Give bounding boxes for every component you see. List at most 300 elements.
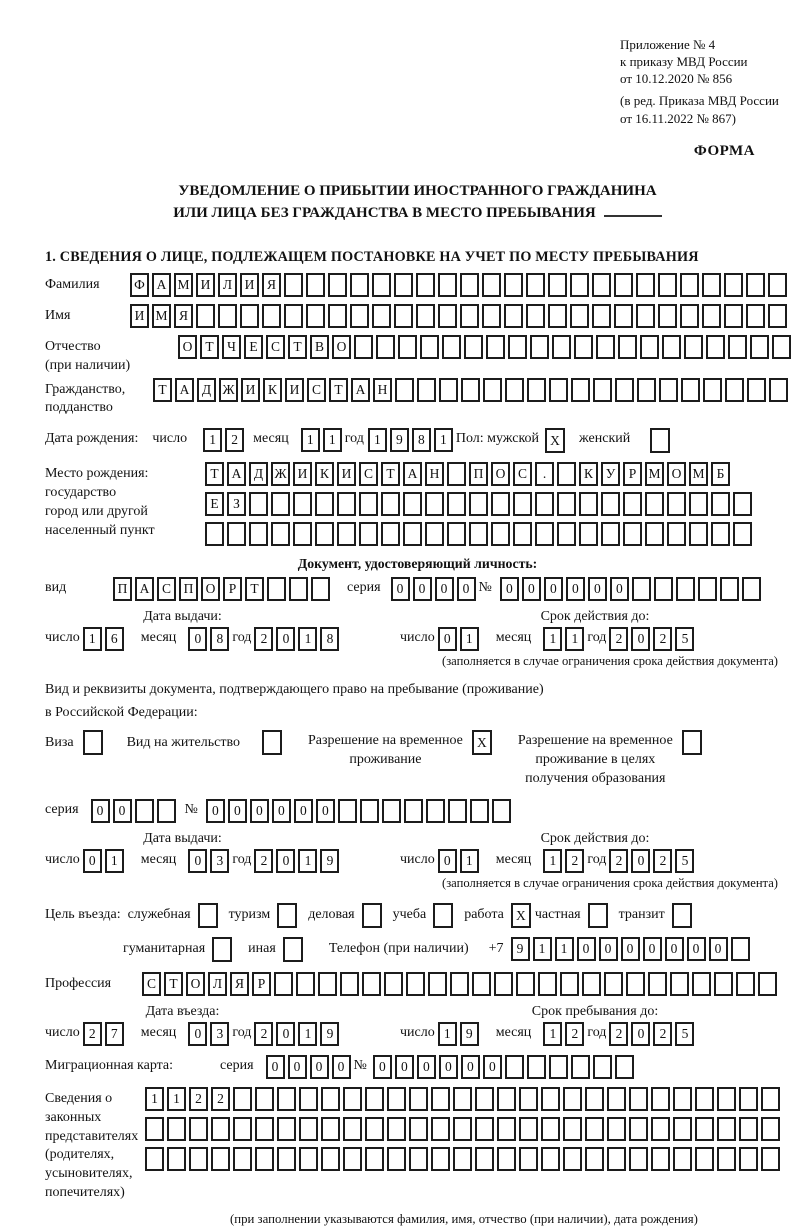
purpose-other-checkbox[interactable] (283, 937, 303, 962)
char-cell[interactable]: Ж (271, 462, 290, 486)
char-cell[interactable] (403, 492, 422, 516)
char-cell[interactable] (768, 304, 787, 328)
char-cell[interactable] (255, 1147, 274, 1171)
char-cell[interactable] (535, 522, 554, 546)
char-cell[interactable]: 9 (320, 849, 339, 873)
char-cell[interactable]: И (293, 462, 312, 486)
char-cell[interactable] (406, 972, 425, 996)
char-cell[interactable]: 9 (460, 1022, 479, 1046)
char-cell[interactable] (593, 1055, 612, 1079)
char-cell[interactable]: Т (164, 972, 183, 996)
char-cell[interactable] (570, 273, 589, 297)
char-cell[interactable] (680, 273, 699, 297)
char-cell[interactable]: 0 (610, 577, 629, 601)
char-cell[interactable] (240, 304, 259, 328)
char-cell[interactable] (549, 1055, 568, 1079)
char-cell[interactable]: Р (223, 577, 242, 601)
char-cell[interactable] (447, 522, 466, 546)
char-cell[interactable]: С (266, 335, 285, 359)
char-cell[interactable]: И (130, 304, 149, 328)
char-cell[interactable] (746, 273, 765, 297)
char-cell[interactable]: 9 (390, 428, 409, 452)
char-cell[interactable] (654, 577, 673, 601)
char-cell[interactable] (758, 972, 777, 996)
char-cell[interactable] (607, 1087, 626, 1111)
char-cell[interactable]: 3 (210, 849, 229, 873)
char-cell[interactable] (343, 1147, 362, 1171)
char-cell[interactable] (205, 522, 224, 546)
char-cell[interactable] (516, 972, 535, 996)
char-cell[interactable] (689, 522, 708, 546)
char-cell[interactable] (504, 304, 523, 328)
char-cell[interactable]: 2 (254, 849, 273, 873)
char-cell[interactable] (637, 378, 656, 402)
char-cell[interactable]: П (179, 577, 198, 601)
char-cell[interactable] (382, 799, 401, 823)
char-cell[interactable]: 8 (320, 627, 339, 651)
char-cell[interactable] (362, 972, 381, 996)
char-cell[interactable] (387, 1147, 406, 1171)
char-cell[interactable] (321, 1147, 340, 1171)
char-cell[interactable] (513, 492, 532, 516)
char-cell[interactable]: Б (711, 462, 730, 486)
purpose-transit-checkbox[interactable] (672, 903, 692, 928)
char-cell[interactable] (702, 304, 721, 328)
char-cell[interactable]: 0 (272, 799, 291, 823)
sex-male-checkbox[interactable]: X (545, 428, 565, 453)
char-cell[interactable]: 0 (544, 577, 563, 601)
char-cell[interactable] (681, 378, 700, 402)
char-cell[interactable] (601, 492, 620, 516)
char-cell[interactable] (365, 1087, 384, 1111)
char-cell[interactable] (431, 1147, 450, 1171)
char-cell[interactable]: 2 (565, 1022, 584, 1046)
char-cell[interactable] (651, 1087, 670, 1111)
char-cell[interactable] (736, 972, 755, 996)
char-cell[interactable] (460, 304, 479, 328)
char-cell[interactable] (271, 522, 290, 546)
char-cell[interactable]: 2 (254, 627, 273, 651)
char-cell[interactable] (497, 1117, 516, 1141)
char-cell[interactable] (703, 378, 722, 402)
char-cell[interactable]: В (310, 335, 329, 359)
char-cell[interactable] (535, 492, 554, 516)
char-cell[interactable]: А (175, 378, 194, 402)
char-cell[interactable]: М (174, 273, 193, 297)
char-cell[interactable] (607, 1117, 626, 1141)
char-cell[interactable] (563, 1147, 582, 1171)
char-cell[interactable] (601, 522, 620, 546)
char-cell[interactable] (293, 492, 312, 516)
char-cell[interactable] (145, 1147, 164, 1171)
char-cell[interactable]: 0 (566, 577, 585, 601)
char-cell[interactable] (271, 492, 290, 516)
char-cell[interactable] (645, 522, 664, 546)
char-cell[interactable] (684, 335, 703, 359)
char-cell[interactable]: . (535, 462, 554, 486)
char-cell[interactable]: 2 (225, 428, 244, 452)
char-cell[interactable]: 0 (266, 1055, 285, 1079)
char-cell[interactable] (277, 1147, 296, 1171)
char-cell[interactable] (527, 1055, 546, 1079)
char-cell[interactable] (461, 378, 480, 402)
char-cell[interactable] (592, 273, 611, 297)
char-cell[interactable] (447, 462, 466, 486)
char-cell[interactable]: 5 (675, 627, 694, 651)
char-cell[interactable] (530, 335, 549, 359)
char-cell[interactable]: 0 (621, 937, 640, 961)
char-cell[interactable]: 1 (323, 428, 342, 452)
char-cell[interactable] (447, 492, 466, 516)
char-cell[interactable]: 1 (145, 1087, 164, 1111)
char-cell[interactable] (626, 972, 645, 996)
char-cell[interactable]: К (315, 462, 334, 486)
char-cell[interactable] (618, 335, 637, 359)
char-cell[interactable]: 0 (188, 627, 207, 651)
char-cell[interactable]: 2 (653, 1022, 672, 1046)
char-cell[interactable]: 5 (675, 849, 694, 873)
char-cell[interactable] (409, 1117, 428, 1141)
purpose-business-checkbox[interactable] (362, 903, 382, 928)
char-cell[interactable]: 2 (254, 1022, 273, 1046)
char-cell[interactable] (425, 492, 444, 516)
char-cell[interactable]: 2 (653, 849, 672, 873)
char-cell[interactable]: 1 (460, 849, 479, 873)
char-cell[interactable] (497, 1147, 516, 1171)
char-cell[interactable]: 1 (460, 627, 479, 651)
char-cell[interactable]: 1 (533, 937, 552, 961)
char-cell[interactable] (381, 522, 400, 546)
char-cell[interactable] (469, 492, 488, 516)
char-cell[interactable] (725, 378, 744, 402)
char-cell[interactable] (604, 972, 623, 996)
char-cell[interactable]: 1 (368, 428, 387, 452)
char-cell[interactable]: 0 (522, 577, 541, 601)
char-cell[interactable]: Т (153, 378, 172, 402)
char-cell[interactable]: И (241, 378, 260, 402)
char-cell[interactable]: 0 (391, 577, 410, 601)
char-cell[interactable]: 0 (687, 937, 706, 961)
char-cell[interactable] (702, 273, 721, 297)
char-cell[interactable]: 2 (653, 627, 672, 651)
char-cell[interactable] (695, 1117, 714, 1141)
char-cell[interactable] (211, 1117, 230, 1141)
char-cell[interactable] (548, 304, 567, 328)
char-cell[interactable]: Я (174, 304, 193, 328)
char-cell[interactable] (574, 335, 593, 359)
char-cell[interactable] (667, 492, 686, 516)
char-cell[interactable]: П (113, 577, 132, 601)
char-cell[interactable]: К (579, 462, 598, 486)
char-cell[interactable]: 0 (435, 577, 454, 601)
char-cell[interactable]: 5 (675, 1022, 694, 1046)
char-cell[interactable] (189, 1147, 208, 1171)
char-cell[interactable] (724, 273, 743, 297)
char-cell[interactable]: 0 (457, 577, 476, 601)
char-cell[interactable] (293, 522, 312, 546)
char-cell[interactable]: З (227, 492, 246, 516)
char-cell[interactable] (321, 1117, 340, 1141)
char-cell[interactable] (453, 1117, 472, 1141)
char-cell[interactable] (403, 522, 422, 546)
char-cell[interactable] (689, 492, 708, 516)
char-cell[interactable]: И (240, 273, 259, 297)
char-cell[interactable] (676, 577, 695, 601)
char-cell[interactable] (439, 378, 458, 402)
char-cell[interactable]: 7 (105, 1022, 124, 1046)
char-cell[interactable]: П (469, 462, 488, 486)
char-cell[interactable]: И (337, 462, 356, 486)
char-cell[interactable] (504, 273, 523, 297)
char-cell[interactable]: 1 (565, 627, 584, 651)
char-cell[interactable] (505, 1055, 524, 1079)
char-cell[interactable] (233, 1147, 252, 1171)
char-cell[interactable] (227, 522, 246, 546)
purpose-humanitarian-checkbox[interactable] (212, 937, 232, 962)
purpose-official-checkbox[interactable] (198, 903, 218, 928)
char-cell[interactable] (417, 378, 436, 402)
char-cell[interactable] (438, 304, 457, 328)
char-cell[interactable] (416, 304, 435, 328)
char-cell[interactable]: А (135, 577, 154, 601)
purpose-private-checkbox[interactable] (588, 903, 608, 928)
char-cell[interactable] (249, 522, 268, 546)
char-cell[interactable] (548, 273, 567, 297)
char-cell[interactable]: 0 (438, 627, 457, 651)
char-cell[interactable] (648, 972, 667, 996)
char-cell[interactable] (585, 1117, 604, 1141)
char-cell[interactable]: 1 (301, 428, 320, 452)
char-cell[interactable] (157, 799, 176, 823)
char-cell[interactable] (189, 1117, 208, 1141)
char-cell[interactable] (658, 273, 677, 297)
char-cell[interactable] (527, 378, 546, 402)
char-cell[interactable]: 1 (83, 627, 102, 651)
char-cell[interactable] (552, 335, 571, 359)
char-cell[interactable] (659, 378, 678, 402)
char-cell[interactable] (607, 1147, 626, 1171)
char-cell[interactable] (483, 378, 502, 402)
char-cell[interactable] (658, 304, 677, 328)
char-cell[interactable] (557, 492, 576, 516)
char-cell[interactable] (582, 972, 601, 996)
char-cell[interactable]: Т (381, 462, 400, 486)
char-cell[interactable] (296, 972, 315, 996)
char-cell[interactable] (384, 972, 403, 996)
char-cell[interactable] (343, 1087, 362, 1111)
char-cell[interactable] (662, 335, 681, 359)
char-cell[interactable] (629, 1147, 648, 1171)
char-cell[interactable] (387, 1117, 406, 1141)
char-cell[interactable]: 8 (412, 428, 431, 452)
char-cell[interactable] (442, 335, 461, 359)
char-cell[interactable] (318, 972, 337, 996)
char-cell[interactable]: Т (205, 462, 224, 486)
char-cell[interactable] (632, 577, 651, 601)
char-cell[interactable]: К (263, 378, 282, 402)
char-cell[interactable]: 0 (709, 937, 728, 961)
char-cell[interactable]: 0 (631, 627, 650, 651)
char-cell[interactable]: 0 (310, 1055, 329, 1079)
char-cell[interactable] (769, 378, 788, 402)
char-cell[interactable]: О (186, 972, 205, 996)
char-cell[interactable]: Р (252, 972, 271, 996)
char-cell[interactable]: Т (329, 378, 348, 402)
char-cell[interactable]: 0 (294, 799, 313, 823)
char-cell[interactable] (328, 273, 347, 297)
char-cell[interactable]: И (285, 378, 304, 402)
char-cell[interactable]: О (332, 335, 351, 359)
char-cell[interactable] (262, 304, 281, 328)
char-cell[interactable]: Д (249, 462, 268, 486)
char-cell[interactable] (267, 577, 286, 601)
char-cell[interactable] (673, 1117, 692, 1141)
char-cell[interactable]: 0 (643, 937, 662, 961)
char-cell[interactable] (695, 1147, 714, 1171)
char-cell[interactable] (636, 273, 655, 297)
char-cell[interactable]: 9 (511, 937, 530, 961)
char-cell[interactable] (680, 304, 699, 328)
char-cell[interactable] (350, 273, 369, 297)
char-cell[interactable] (453, 1087, 472, 1111)
char-cell[interactable]: 3 (210, 1022, 229, 1046)
char-cell[interactable] (629, 1117, 648, 1141)
char-cell[interactable] (720, 577, 739, 601)
char-cell[interactable]: О (201, 577, 220, 601)
char-cell[interactable]: 6 (105, 627, 124, 651)
char-cell[interactable] (579, 492, 598, 516)
char-cell[interactable]: 9 (320, 1022, 339, 1046)
char-cell[interactable] (365, 1117, 384, 1141)
char-cell[interactable] (742, 577, 761, 601)
char-cell[interactable] (409, 1087, 428, 1111)
char-cell[interactable] (482, 273, 501, 297)
char-cell[interactable]: 0 (631, 1022, 650, 1046)
char-cell[interactable] (557, 522, 576, 546)
char-cell[interactable] (321, 1087, 340, 1111)
char-cell[interactable] (541, 1147, 560, 1171)
char-cell[interactable]: 0 (276, 627, 295, 651)
char-cell[interactable] (469, 522, 488, 546)
char-cell[interactable] (579, 522, 598, 546)
char-cell[interactable]: 1 (434, 428, 453, 452)
char-cell[interactable] (249, 492, 268, 516)
temp-residence-education-checkbox[interactable] (682, 730, 702, 755)
char-cell[interactable]: 0 (417, 1055, 436, 1079)
char-cell[interactable]: 0 (483, 1055, 502, 1079)
char-cell[interactable] (695, 1087, 714, 1111)
temp-residence-checkbox[interactable]: X (472, 730, 492, 755)
char-cell[interactable] (739, 1117, 758, 1141)
char-cell[interactable]: 2 (211, 1087, 230, 1111)
char-cell[interactable]: С (307, 378, 326, 402)
char-cell[interactable] (526, 273, 545, 297)
char-cell[interactable]: 0 (316, 799, 335, 823)
char-cell[interactable] (739, 1147, 758, 1171)
char-cell[interactable] (196, 304, 215, 328)
char-cell[interactable] (491, 492, 510, 516)
char-cell[interactable] (692, 972, 711, 996)
char-cell[interactable] (486, 335, 505, 359)
char-cell[interactable]: А (403, 462, 422, 486)
char-cell[interactable] (428, 972, 447, 996)
char-cell[interactable] (636, 304, 655, 328)
char-cell[interactable]: Н (425, 462, 444, 486)
char-cell[interactable]: 8 (210, 627, 229, 651)
char-cell[interactable] (728, 335, 747, 359)
char-cell[interactable] (513, 522, 532, 546)
char-cell[interactable] (519, 1147, 538, 1171)
char-cell[interactable] (438, 273, 457, 297)
residence-permit-checkbox[interactable] (262, 730, 282, 755)
char-cell[interactable]: 1 (298, 849, 317, 873)
char-cell[interactable] (711, 522, 730, 546)
char-cell[interactable]: 0 (250, 799, 269, 823)
char-cell[interactable] (340, 972, 359, 996)
char-cell[interactable] (761, 1147, 780, 1171)
char-cell[interactable]: 0 (288, 1055, 307, 1079)
char-cell[interactable] (739, 1087, 758, 1111)
char-cell[interactable] (505, 378, 524, 402)
char-cell[interactable] (395, 378, 414, 402)
char-cell[interactable] (431, 1117, 450, 1141)
char-cell[interactable] (519, 1117, 538, 1141)
char-cell[interactable] (593, 378, 612, 402)
char-cell[interactable]: 0 (113, 799, 132, 823)
char-cell[interactable]: Н (373, 378, 392, 402)
char-cell[interactable] (464, 335, 483, 359)
char-cell[interactable] (557, 462, 576, 486)
char-cell[interactable] (420, 335, 439, 359)
char-cell[interactable] (372, 273, 391, 297)
char-cell[interactable] (350, 304, 369, 328)
char-cell[interactable] (255, 1087, 274, 1111)
char-cell[interactable]: 1 (105, 849, 124, 873)
char-cell[interactable] (409, 1147, 428, 1171)
char-cell[interactable]: 0 (188, 1022, 207, 1046)
char-cell[interactable] (472, 972, 491, 996)
char-cell[interactable]: С (513, 462, 532, 486)
char-cell[interactable]: М (689, 462, 708, 486)
char-cell[interactable] (475, 1117, 494, 1141)
char-cell[interactable] (615, 378, 634, 402)
char-cell[interactable] (541, 1087, 560, 1111)
char-cell[interactable] (145, 1117, 164, 1141)
char-cell[interactable]: Я (262, 273, 281, 297)
char-cell[interactable] (381, 492, 400, 516)
char-cell[interactable] (761, 1087, 780, 1111)
char-cell[interactable]: Ж (219, 378, 238, 402)
char-cell[interactable] (360, 799, 379, 823)
char-cell[interactable]: Л (218, 273, 237, 297)
char-cell[interactable]: Е (205, 492, 224, 516)
purpose-tourism-checkbox[interactable] (277, 903, 297, 928)
char-cell[interactable] (404, 799, 423, 823)
char-cell[interactable]: А (351, 378, 370, 402)
char-cell[interactable]: 1 (555, 937, 574, 961)
char-cell[interactable]: 0 (91, 799, 110, 823)
char-cell[interactable] (448, 799, 467, 823)
char-cell[interactable]: С (157, 577, 176, 601)
char-cell[interactable]: 2 (565, 849, 584, 873)
char-cell[interactable] (717, 1087, 736, 1111)
char-cell[interactable] (365, 1147, 384, 1171)
char-cell[interactable]: 2 (189, 1087, 208, 1111)
char-cell[interactable] (387, 1087, 406, 1111)
char-cell[interactable]: 2 (609, 849, 628, 873)
char-cell[interactable] (717, 1117, 736, 1141)
char-cell[interactable] (211, 1147, 230, 1171)
